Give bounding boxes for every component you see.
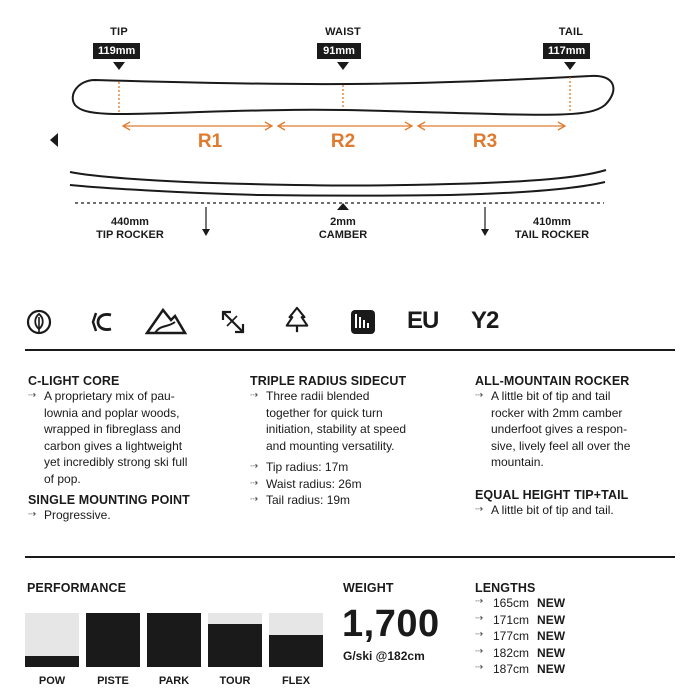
feature-text-rocker: ⇢ A little bit of tip and tail rocker with 2mm camber underfoot gives a respon- sive, lively feel all over the mountain. [475,389,631,469]
tip-width-value: 119mm [93,43,140,59]
bullet-arrow-icon: ⇢ [475,390,484,401]
mountain-icon [145,306,187,336]
bullet-arrow-icon: ⇢ [475,612,484,624]
feature-col-3 [475,374,675,518]
eu-icon: EU [407,307,439,334]
waist-label: WAIST [325,26,361,38]
feature-text-equal-height: ⇢ A little bit of tip and tail. [475,502,614,517]
waist-pointer-icon [337,62,349,70]
feature-col-2 [250,374,465,509]
performance-label-park: PARK [158,675,190,687]
feature-col-1 [28,374,238,524]
performance-label-flex: FLEX [281,675,311,687]
length-item: ⇢ 177cm NEW [475,629,566,643]
length-item: ⇢ 165cm NEW [475,596,566,610]
ski-profile-top [70,170,606,186]
radius-label-r2: R2 [330,131,356,152]
y2-icon: Y2 [471,307,499,334]
tail-radius: ⇢ Tail radius: 19m [250,493,351,507]
performance-label-piste: PISTE [97,675,129,687]
bullet-arrow-icon: ⇢ [250,390,259,401]
feature-title-equal-height: EQUAL HEIGHT TIP+TAIL [475,487,629,502]
performance-bar-pow [25,613,79,667]
bullet-arrow-icon: ⇢ [250,494,259,505]
tree-icon [283,306,311,334]
bullet-arrow-icon: ⇢ [28,390,37,401]
performance-label-tour: TOUR [219,675,251,687]
feature-title-mounting-point: SINGLE MOUNTING POINT [28,493,190,507]
tip-pointer-icon [113,62,125,70]
bullet-arrow-icon: ⇢ [475,503,484,515]
performance-bar-tour [208,613,262,667]
feature-text-sidecut: ⇢ Three radii blended together for quick turn initiation, stability at speed and mounting versatility. [250,389,407,453]
bullet-arrow-icon: ⇢ [28,509,37,520]
feature-text-mounting-point: ⇢ Progressive. [28,508,111,522]
waist-width-value: 91mm [317,43,361,59]
bullet-arrow-icon: ⇢ [250,461,259,472]
new-badge: NEW [537,629,566,643]
tail-rocker-label: TAIL ROCKER [514,229,590,241]
waist-radius: ⇢ Waist radius: 26m [250,476,362,491]
new-badge: NEW [537,645,566,660]
tail-rocker-caption [497,216,607,242]
c-icon [88,308,116,336]
performance-title: PERFORMANCE [27,581,127,595]
leaf-icon [25,308,53,336]
weight-value: 1,700 [342,603,440,645]
performance-bar-flex [269,613,323,667]
tip-rocker-value: 440mm [111,216,149,228]
camber-caption [288,216,398,242]
divider-bottom [25,556,675,558]
bullet-arrow-icon: ⇢ [475,645,484,657]
tail-rocker-value: 410mm [533,216,571,228]
tip-rocker-label: TIP ROCKER [96,229,164,241]
length-item: ⇢ 182cm NEW [475,645,566,660]
stripes-icon [349,308,377,336]
weight-title: WEIGHT [343,581,394,595]
lengths-title: LENGTHS [475,581,536,595]
performance-bar-piste [86,613,140,667]
new-badge: NEW [537,612,566,627]
ski-profile-bottom [70,182,605,196]
radius-label-r1: R1 [197,131,223,152]
divider-top [25,349,675,351]
feature-title-sidecut: TRIPLE RADIUS SIDECUT [250,374,407,388]
ski-outline [73,76,614,115]
performance-fill [25,656,79,667]
feature-text-c-light-core: ⇢ A proprietary mix of pau- lownia and poplar woods, wrapped in fibreglass and carbon gives a lightweight yet incredibly strong ski full of pop. [28,389,188,486]
bullet-arrow-icon: ⇢ [250,477,259,489]
feature-title-rocker: ALL-MOUNTAIN ROCKER [475,374,630,388]
new-badge: NEW [537,662,566,676]
tip-label: TIP [110,26,128,38]
performance-label-pow: POW [38,675,66,687]
performance-bar-park [147,613,201,667]
left-arrow-icon [50,133,58,147]
tip-rocker-marker-icon [202,229,210,236]
new-badge: NEW [537,596,566,610]
bullet-arrow-icon: ⇢ [475,662,484,673]
feature-title-c-light-core: C-LIGHT CORE [28,374,120,388]
tail-rocker-marker-icon [481,229,489,236]
weight-unit: G/ski @182cm [343,649,425,663]
performance-fill [269,635,323,667]
bullet-arrow-icon: ⇢ [475,629,484,640]
tail-width-value: 117mm [543,43,590,59]
camber-value: 2mm [330,216,356,228]
tail-pointer-icon [564,62,576,70]
camber-marker-icon [337,203,349,210]
tail-label: TAIL [558,26,584,38]
tip-radius: ⇢ Tip radius: 17m [250,460,349,474]
diagonal-arrows-icon [219,308,247,336]
performance-fill [208,624,262,667]
length-item: ⇢ 171cm NEW [475,612,566,627]
tip-rocker-caption [75,216,185,242]
radius-label-r3: R3 [472,131,498,152]
length-item: ⇢ 187cm NEW [475,662,566,676]
performance-fill [86,613,140,667]
performance-fill [147,613,201,667]
bullet-arrow-icon: ⇢ [475,596,484,607]
camber-label: CAMBER [318,229,368,241]
lengths-section [475,581,675,679]
